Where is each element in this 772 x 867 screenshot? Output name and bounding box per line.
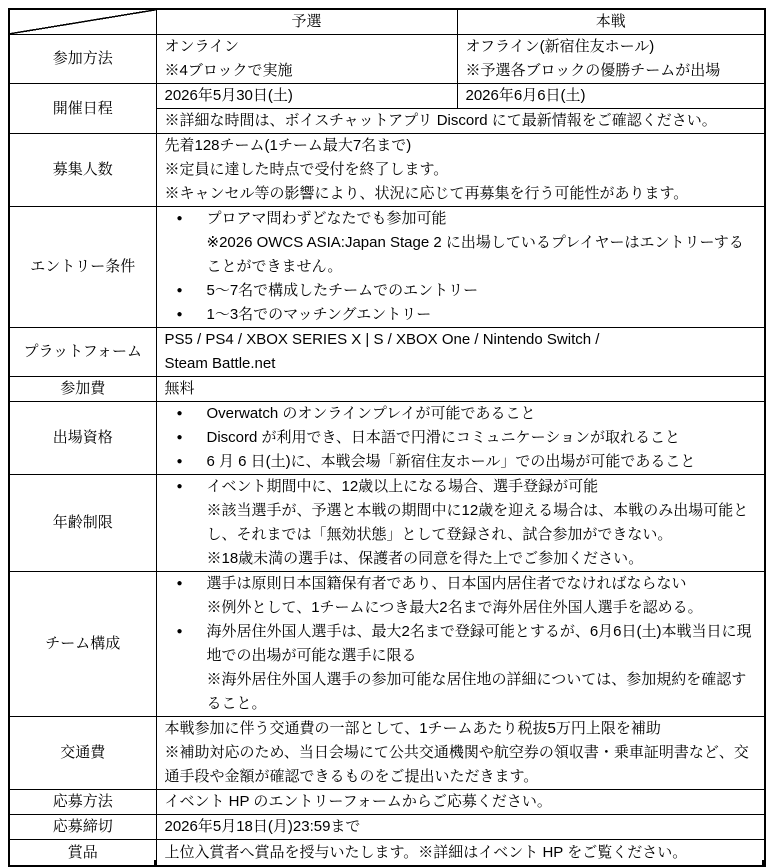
- row-team-composition: [9, 572, 765, 717]
- cell-age-limit: [156, 475, 765, 572]
- row-platform: [9, 328, 765, 377]
- col-header-final: 本戦: [457, 9, 765, 35]
- col-header-preliminary: 予選: [156, 9, 457, 35]
- note-text: ※例外として、1チームにつき最大2名まで海外居住外国人選手を認める。: [206, 599, 703, 616]
- row-label-capacity: 募集人数: [9, 134, 156, 207]
- row-label-eligibility: 出場資格: [9, 402, 156, 475]
- cell-entry-conditions: [156, 207, 765, 328]
- cell-prizes: 上位入賞者へ賞品を授与いたします。※詳細はイベント HP をご覧ください。: [156, 840, 765, 867]
- list-item: [165, 207, 757, 279]
- text-line: プロアマ問わずどなたでも参加可能: [206, 210, 447, 227]
- bullet-icon: ●: [176, 285, 183, 296]
- list-item: [165, 475, 757, 571]
- cell-participation-prelim: [156, 35, 457, 84]
- bullet-icon: ●: [176, 481, 183, 492]
- note-text: ※海外居住外国人選手の参加可能な居住地の詳細については、参加規約を確認すること。: [206, 671, 747, 712]
- row-label-fee: 参加費: [9, 377, 156, 402]
- bullet-icon: ●: [176, 578, 183, 589]
- bullet-icon: ●: [176, 213, 183, 224]
- cell-capacity: [156, 134, 765, 207]
- text-line: PS5 / PS4 / XBOX SERIES X | S / XBOX One / Nintendo Switch /: [164, 331, 600, 348]
- note-text: ※2026 OWCS ASIA:Japan Stage 2 に出場しているプレイヤーはエントリーすることができません。: [206, 234, 744, 275]
- note-text: ※キャンセル等の影響により、状況に応じて再募集を行う可能性があります。: [164, 185, 689, 202]
- row-age-limit: [9, 475, 765, 572]
- note-text: ※4ブロックで実施: [164, 62, 293, 79]
- list-item: [165, 572, 757, 620]
- row-label-transport: 交通費: [9, 717, 156, 790]
- row-schedule: [9, 84, 765, 109]
- cell-fee: 無料: [156, 377, 765, 402]
- cell-transport-fee: [156, 717, 765, 790]
- text-line: 選手は原則日本国籍保有者であり、日本国内居住者でなければならない: [206, 575, 687, 592]
- table-border-stub: [762, 860, 764, 865]
- cell-schedule-prelim-date: 2026年5月30日(土): [156, 84, 457, 109]
- text-line: イベント期間中に、12歳以上になる場合、選手登録が可能: [206, 478, 599, 495]
- diagonal-line: [9, 9, 156, 35]
- text-line: 6 月 6 日(土)に、本戦会場「新宿住友ホール」での出場が可能であること: [206, 453, 696, 470]
- text-line: 5～7名で構成したチームでのエントリー: [206, 282, 479, 299]
- bullet-icon: ●: [176, 626, 183, 637]
- list-item: [165, 426, 757, 450]
- row-fee: [9, 377, 765, 402]
- note-text: ※18歳未満の選手は、保護者の同意を得た上でご参加ください。: [206, 550, 644, 567]
- tournament-rules-table: [8, 8, 766, 867]
- row-transport-fee: [9, 717, 765, 790]
- cell-eligibility: [156, 402, 765, 475]
- row-label-age: 年齢制限: [9, 475, 156, 572]
- row-capacity: [9, 134, 765, 207]
- row-label-entry: エントリー条件: [9, 207, 156, 328]
- list-item: [165, 620, 757, 716]
- text-line: Discord が利用でき、日本語で円滑にコミュニケーションが取れること: [206, 429, 681, 446]
- text-line: オンライン: [164, 38, 240, 55]
- cell-schedule-final-date: 2026年6月6日(土): [457, 84, 765, 109]
- note-text: ※定員に達した時点で受付を終了します。: [164, 161, 449, 178]
- row-label-schedule: 開催日程: [9, 84, 156, 134]
- row-application-deadline: [9, 815, 765, 840]
- bullet-icon: ●: [176, 432, 183, 443]
- text-line: 1～3名でのマッチングエントリー: [206, 306, 432, 323]
- row-participation-method: [9, 35, 765, 84]
- cell-application-method: イベント HP のエントリーフォームからご応募ください。: [156, 790, 765, 815]
- row-label-deadline: 応募締切: [9, 815, 156, 840]
- row-label-prizes: 賞品: [9, 840, 156, 867]
- text-line: 本戦参加に伴う交通費の一部として、1チームあたり税抜5万円上限を補助: [164, 720, 661, 737]
- list-item: [165, 279, 757, 303]
- cell-application-deadline: 2026年5月18日(月)23:59まで: [156, 815, 765, 840]
- cell-schedule-note: ※詳細な時間は、ボイスチャットアプリ Discord にて最新情報をご確認ください。: [156, 109, 765, 134]
- cell-participation-final: [457, 35, 765, 84]
- list-item: [165, 450, 757, 474]
- text-line: 海外居住外国人選手は、最大2名まで登録可能とするが、6月6日(土)本戦当日に現地での出場が可能な選手に限る: [206, 623, 752, 664]
- text-line: 先着128チーム(1チーム最大7名まで): [164, 137, 412, 154]
- row-eligibility: [9, 402, 765, 475]
- row-label-participation: 参加方法: [9, 35, 156, 84]
- row-entry-conditions: [9, 207, 765, 328]
- bullet-icon: ●: [176, 309, 183, 320]
- header-row: [9, 9, 765, 35]
- text-line: Steam Battle.net: [164, 355, 276, 372]
- bullet-icon: ●: [176, 408, 183, 419]
- row-label-apply: 応募方法: [9, 790, 156, 815]
- row-prizes: [9, 840, 765, 867]
- table-border-stub: [154, 860, 156, 865]
- row-label-team: チーム構成: [9, 572, 156, 717]
- note-text: ※該当選手が、予選と本戦の期間中に12歳を迎える場合は、本戦のみ出場可能とし、それまでは「無効状態」として登録され、試合参加ができない。: [206, 502, 749, 543]
- row-application-method: [9, 790, 765, 815]
- list-item: [165, 303, 757, 327]
- bullet-icon: ●: [176, 456, 183, 467]
- cell-team-composition: [156, 572, 765, 717]
- text-line: Overwatch のオンラインプレイが可能であること: [206, 405, 536, 422]
- row-label-platform: プラットフォーム: [9, 328, 156, 377]
- note-text: ※補助対応のため、当日会場にて公共交通機関や航空券の領収書・乗車証明書など、交通手段や金額が確認できるものをご提出いただきます。: [164, 744, 749, 785]
- text-line: オフライン(新宿住友ホール): [465, 38, 655, 55]
- list-item: [165, 402, 757, 426]
- note-text: ※予選各ブロックの優勝チームが出場: [465, 62, 721, 79]
- table-border-stub: [8, 860, 10, 865]
- cell-platform: [156, 328, 765, 377]
